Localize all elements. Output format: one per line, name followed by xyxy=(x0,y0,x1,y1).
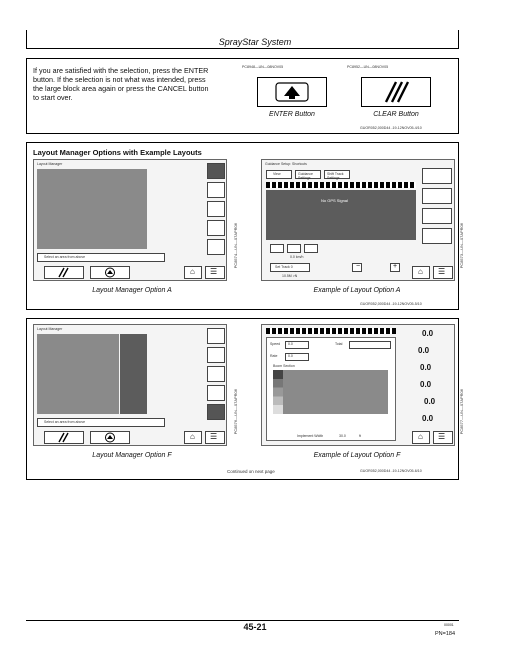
total-field[interactable] xyxy=(349,341,391,349)
header-rule-bottom xyxy=(26,48,459,49)
page-number: 45-21 xyxy=(243,622,267,632)
caption-option-a: Layout Manager Option A xyxy=(92,287,172,294)
layout-option-f[interactable] xyxy=(207,404,225,420)
cancel-button-f[interactable] xyxy=(44,431,84,444)
header-title: SprayStar System xyxy=(218,37,292,47)
layout-option-e[interactable] xyxy=(207,239,225,255)
home-button-f[interactable] xyxy=(184,431,202,444)
section-option-a xyxy=(26,142,464,310)
menu-icon: ☰ xyxy=(438,432,446,441)
clear-slash-icon xyxy=(45,267,83,278)
clear-slash-icon xyxy=(45,432,83,443)
enter-button[interactable] xyxy=(257,77,327,107)
example-title-a: Guidance Setup: Shortcuts xyxy=(265,162,307,166)
image-ref-b: PC8573—UN—07APR06 xyxy=(459,223,464,269)
menu-button-ex-a[interactable] xyxy=(433,266,453,279)
select-area-box-f xyxy=(37,418,165,427)
implement-width-value: 30.0 xyxy=(339,434,346,438)
implement-width-label: Implement Width xyxy=(297,434,324,438)
example-tab-1[interactable]: View xyxy=(266,170,292,179)
home-button-ex-f[interactable] xyxy=(412,431,430,444)
home-icon: ⌂ xyxy=(190,432,195,441)
example-screen-a xyxy=(261,159,455,281)
select-area-text-a: Select an area from above xyxy=(44,255,86,259)
enter-caption: ENTER Button xyxy=(269,111,315,118)
menu-button-ex-f[interactable] xyxy=(433,431,453,444)
paragraph-line-2: button. If the selection is not what was intended, press xyxy=(33,75,206,84)
menu-icon: ☰ xyxy=(438,267,446,276)
layout-option-c[interactable] xyxy=(207,201,225,217)
example-plus-button[interactable]: + xyxy=(390,263,400,272)
caption-example-f: Example of Layout Option F xyxy=(313,452,401,459)
speed-field[interactable]: 0.0 xyxy=(285,341,309,349)
instruction-paragraph xyxy=(33,66,233,102)
example-track-value: 10.5M >N xyxy=(282,274,298,278)
layout-manager-screen-f xyxy=(33,324,227,446)
readout-4: 0.0 xyxy=(420,380,432,389)
paragraph-line-4: to start over. xyxy=(33,93,73,102)
example-tab-3[interactable]: Shift Track Settings xyxy=(324,170,350,179)
example-speed: 0.0 km/h xyxy=(290,255,304,259)
boom-section-graph xyxy=(273,370,388,414)
example-f-panel xyxy=(266,337,396,441)
example-set-track[interactable]: Set Track 0 xyxy=(270,263,310,272)
menu-icon: ☰ xyxy=(210,432,218,441)
layout-option-a[interactable] xyxy=(207,163,225,179)
boom-section-bars xyxy=(273,370,283,414)
example-side-3[interactable] xyxy=(422,208,452,224)
enter-button-a[interactable] xyxy=(90,266,130,279)
example-steer-left[interactable] xyxy=(270,244,284,253)
example-minus-button[interactable]: − xyxy=(352,263,362,272)
readout-5: 0.0 xyxy=(424,397,436,406)
select-area-text-f: Select an area from above xyxy=(44,420,86,424)
example-side-1[interactable] xyxy=(422,168,452,184)
layout-preview-a xyxy=(37,169,147,249)
layout-option-b[interactable] xyxy=(207,182,225,198)
page-code: PN=184 xyxy=(435,631,456,637)
menu-icon: ☰ xyxy=(210,267,218,276)
enter-arrow-icon xyxy=(91,432,129,443)
example-banner: No GPS Signal xyxy=(321,198,348,203)
cancel-button-a[interactable] xyxy=(44,266,84,279)
layout-option-a[interactable] xyxy=(207,328,225,344)
caption-option-f: Layout Manager Option F xyxy=(92,452,172,459)
readout-6: 0.0 xyxy=(422,414,434,423)
example-tab-2[interactable]: Guidance Settings xyxy=(295,170,321,179)
readout-1: 0.0 xyxy=(422,329,434,338)
section2-footer-ref: GUOR052,000D44 -19-12NOV05-5/10 xyxy=(360,302,422,306)
enter-arrow-icon xyxy=(258,78,326,106)
layout-preview-f-left xyxy=(37,334,119,414)
layout-option-d[interactable] xyxy=(207,220,225,236)
home-button-a[interactable] xyxy=(184,266,202,279)
clear-caption: CLEAR Button xyxy=(373,111,419,118)
select-area-box-a xyxy=(37,253,165,262)
image-ref-f-b: PC8577—UN—07APR06 xyxy=(459,389,464,435)
rate-label: Rate xyxy=(270,354,278,358)
clear-button[interactable] xyxy=(361,77,431,107)
caption-example-a: Example of Layout Option A xyxy=(313,287,401,294)
layout-option-b[interactable] xyxy=(207,347,225,363)
example-side-2[interactable] xyxy=(422,188,452,204)
continued-note: Continued on next page xyxy=(227,469,275,474)
example-side-4[interactable] xyxy=(422,228,452,244)
paragraph-line-3: the large block area again or press the CANCEL button xyxy=(33,84,209,93)
menu-button-a[interactable] xyxy=(205,266,225,279)
example-screen-f xyxy=(261,324,455,446)
clear-image-ref: PC8952—UN—08NOV05 xyxy=(347,65,389,69)
section1-footer-ref: GUOR052,000D44 -19-12NOV05-4/10 xyxy=(360,126,422,130)
section2-title: Layout Manager Options with Example Layouts xyxy=(33,148,202,157)
enter-image-ref: PC8948—UN—08NOV05 xyxy=(242,65,284,69)
home-button-ex-a[interactable] xyxy=(412,266,430,279)
section3-footer-ref: GUOR052,000D44 -19-12NOV05-6/10 xyxy=(360,469,422,473)
implement-width-unit: ft xyxy=(359,434,361,438)
total-label: Total xyxy=(335,342,343,346)
screen-title-f: Layout Manager xyxy=(37,327,63,331)
home-icon: ⌂ xyxy=(190,267,195,276)
image-ref-a: PC8574—UN—07APR06 xyxy=(233,223,238,269)
layout-option-d[interactable] xyxy=(207,385,225,401)
speed-label: Speed xyxy=(270,342,281,346)
rate-field[interactable]: 0.0 xyxy=(285,353,309,361)
readout-2: 0.0 xyxy=(418,346,430,355)
example-map-a xyxy=(266,190,416,240)
readout-3: 0.0 xyxy=(420,363,432,372)
example-lightbar xyxy=(266,182,416,188)
screen-title-a: Layout Manager xyxy=(37,162,63,166)
enter-arrow-icon xyxy=(91,267,129,278)
image-ref-f-a: PC8576—UN—07APR06 xyxy=(233,389,238,435)
example-f-lightbar xyxy=(266,328,396,334)
home-icon: ⌂ xyxy=(418,432,423,441)
boom-section-label: Boom Section xyxy=(273,364,295,368)
paragraph-line-1: If you are satisfied with the selection, press the ENTER xyxy=(33,66,209,75)
layout-option-c[interactable] xyxy=(207,366,225,382)
clear-slash-icon xyxy=(362,78,430,106)
footer-rule xyxy=(26,620,459,621)
layout-manager-screen-a xyxy=(33,159,227,281)
footer-tag: 00001 xyxy=(444,623,454,627)
menu-button-f[interactable] xyxy=(205,431,225,444)
section-enter-clear xyxy=(26,58,459,134)
layout-preview-f-right xyxy=(120,334,147,414)
example-f-readouts xyxy=(412,329,452,429)
section-option-f xyxy=(26,318,464,480)
example-steer-right[interactable] xyxy=(304,244,318,253)
home-icon: ⌂ xyxy=(418,267,423,276)
example-steer-mid[interactable] xyxy=(287,244,301,253)
enter-button-f[interactable] xyxy=(90,431,130,444)
